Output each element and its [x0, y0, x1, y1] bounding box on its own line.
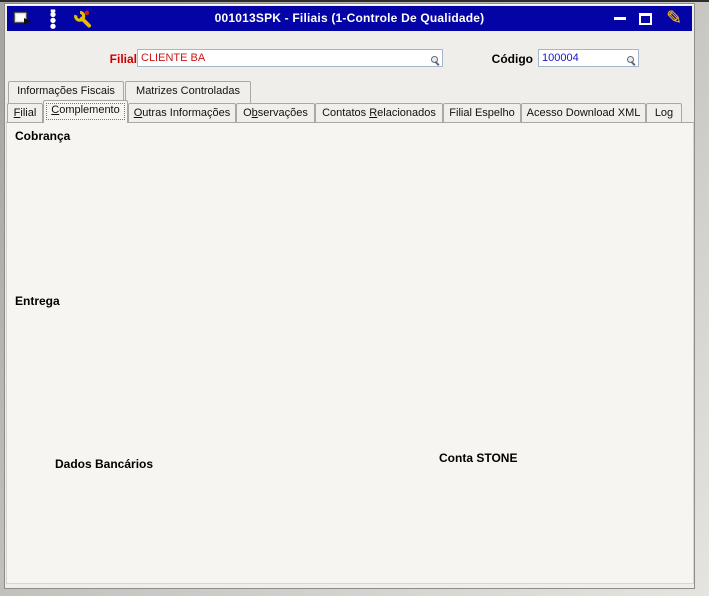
lookup-icon[interactable] — [431, 56, 441, 66]
codigo-label: Código — [491, 52, 533, 66]
codigo-value: 100004 — [542, 52, 579, 64]
codigo-input[interactable] — [538, 49, 639, 67]
minimize-icon[interactable] — [614, 17, 626, 20]
tab-contatos-relacionados[interactable]: Contatos Relacionados — [315, 103, 443, 123]
maximize-icon[interactable] — [639, 13, 652, 25]
lookup-icon[interactable] — [627, 56, 637, 66]
tab-outras-informacoes[interactable]: Outras Informações — [128, 103, 236, 123]
tab-acesso-download-xml[interactable]: Acesso Download XML — [521, 103, 646, 123]
conta-stone-title: Conta STONE — [436, 451, 520, 465]
filial-label: Filial — [109, 52, 137, 66]
filial-value: CLIENTE BA — [141, 52, 206, 64]
tab-complemento[interactable]: Complemento — [43, 100, 128, 123]
pencil-icon[interactable]: ✎ — [666, 8, 682, 29]
cobranca-group-title: Cobrança — [12, 129, 73, 143]
entrega-group-title: Entrega — [12, 294, 63, 308]
tab-observacoes[interactable]: Observações — [236, 103, 315, 123]
window-title: 001013SPK - Filiais (1-Controle De Qualidade) — [214, 11, 485, 25]
dados-bancarios-title: Dados Bancários — [52, 457, 156, 471]
tab-matrizes-controladas[interactable]: Matrizes Controladas — [125, 81, 251, 103]
tab-log[interactable]: Log — [646, 103, 682, 123]
tab-filial-espelho[interactable]: Filial Espelho — [443, 103, 521, 123]
filial-input[interactable] — [137, 49, 443, 67]
complemento-tab-page — [6, 122, 694, 584]
frame-edge — [0, 0, 709, 2]
tab-informacoes-fiscais[interactable]: Informações Fiscais — [8, 81, 124, 103]
titlebar[interactable] — [7, 6, 692, 31]
tab-filial[interactable]: Filial — [7, 103, 43, 123]
